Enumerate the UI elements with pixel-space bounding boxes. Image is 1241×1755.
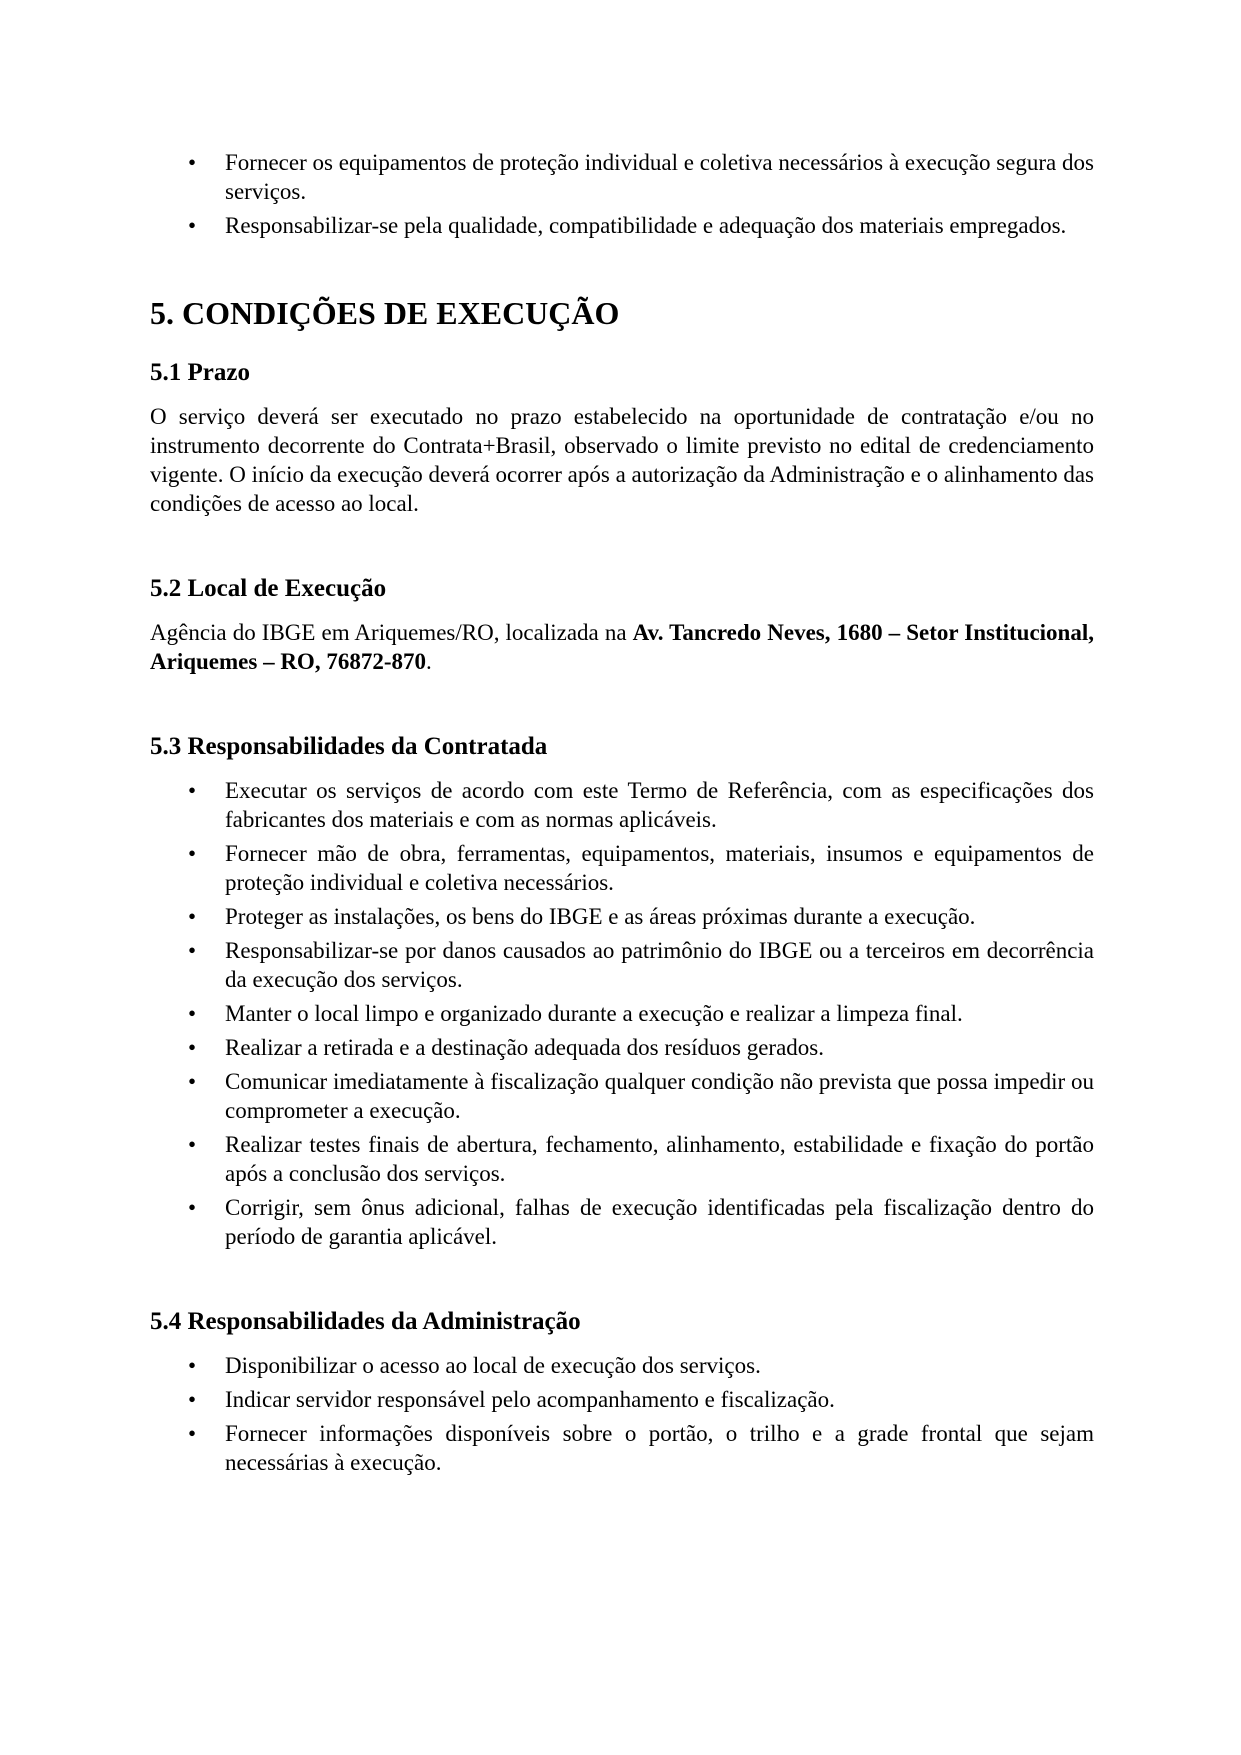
intro-bullet-list: [150, 148, 1094, 240]
list-item: • Manter o local limpo e organizado durante a execução e realizar a limpeza final.: [150, 999, 1094, 1028]
list-item: • Realizar a retirada e a destinação adequada dos resíduos gerados.: [150, 1033, 1094, 1062]
list-item: • Comunicar imediatamente à fiscalização qualquer condição não prevista que possa impedir ou comprometer a execução.: [150, 1067, 1094, 1125]
list-item: • Executar os serviços de acordo com este Termo de Referência, com as especificações dos fabricantes dos materiais e com as normas aplicáveis.: [150, 776, 1094, 834]
list-item: • Responsabilizar-se pela qualidade, compatibilidade e adequação dos materiais empregados.: [150, 211, 1094, 240]
paragraph-local: [150, 618, 1094, 676]
local-text-prefix: Agência do IBGE em Ariquemes/RO, localizada na: [150, 620, 633, 645]
subsection-title-prazo: 5.1 Prazo: [150, 359, 250, 386]
subsection-title-administracao: 5.4 Responsabilidades da Administração: [150, 1308, 581, 1335]
list-item: • Responsabilizar-se por danos causados ao patrimônio do IBGE ou a terceiros em decorrência da execução dos serviços.: [150, 936, 1094, 994]
section-title: 5. CONDIÇÕES DE EXECUÇÃO: [150, 295, 620, 331]
list-item: • Fornecer mão de obra, ferramentas, equipamentos, materiais, insumos e equipamentos de proteção individual e coletiva necessários.: [150, 839, 1094, 897]
administracao-bullet-list: [150, 1351, 1094, 1477]
list-item: • Fornecer os equipamentos de proteção individual e coletiva necessários à execução segura dos serviços.: [150, 148, 1094, 206]
subsection-title-contratada: 5.3 Responsabilidades da Contratada: [150, 733, 548, 760]
paragraph-prazo: O serviço deverá ser executado no prazo estabelecido na oportunidade de contratação e/ou no instrumento decorrente do Contrata+Brasil, observado o limite previsto no edital de credenciamento vigente. O início da execução deverá ocorrer após a autorização da Administração e o alinhamento das condições de acesso ao local.: [150, 404, 1094, 516]
local-text-suffix: .: [425, 649, 432, 674]
list-item: • Corrigir, sem ônus adicional, falhas de execução identificadas pela fiscalização dentro do período de garantia aplicável.: [150, 1193, 1094, 1251]
list-item: • Fornecer informações disponíveis sobre o portão, o trilho e a grade frontal que sejam necessárias à execução.: [150, 1419, 1094, 1477]
list-item: • Disponibilizar o acesso ao local de execução dos serviços.: [150, 1351, 1094, 1380]
subsection-title-local: 5.2 Local de Execução: [150, 575, 387, 602]
document-page: [150, 148, 1094, 1482]
list-item: • Indicar servidor responsável pelo acompanhamento e fiscalização.: [150, 1385, 1094, 1414]
local-address: Av. Tancredo Neves, 1680 – Setor Institucional, Ariquemes – RO, 76872-870: [150, 620, 1094, 674]
contratada-bullet-list: [150, 776, 1094, 1251]
list-item: • Proteger as instalações, os bens do IBGE e as áreas próximas durante a execução.: [150, 902, 1094, 931]
list-item: • Realizar testes finais de abertura, fechamento, alinhamento, estabilidade e fixação do portão após a conclusão dos serviços.: [150, 1130, 1094, 1188]
